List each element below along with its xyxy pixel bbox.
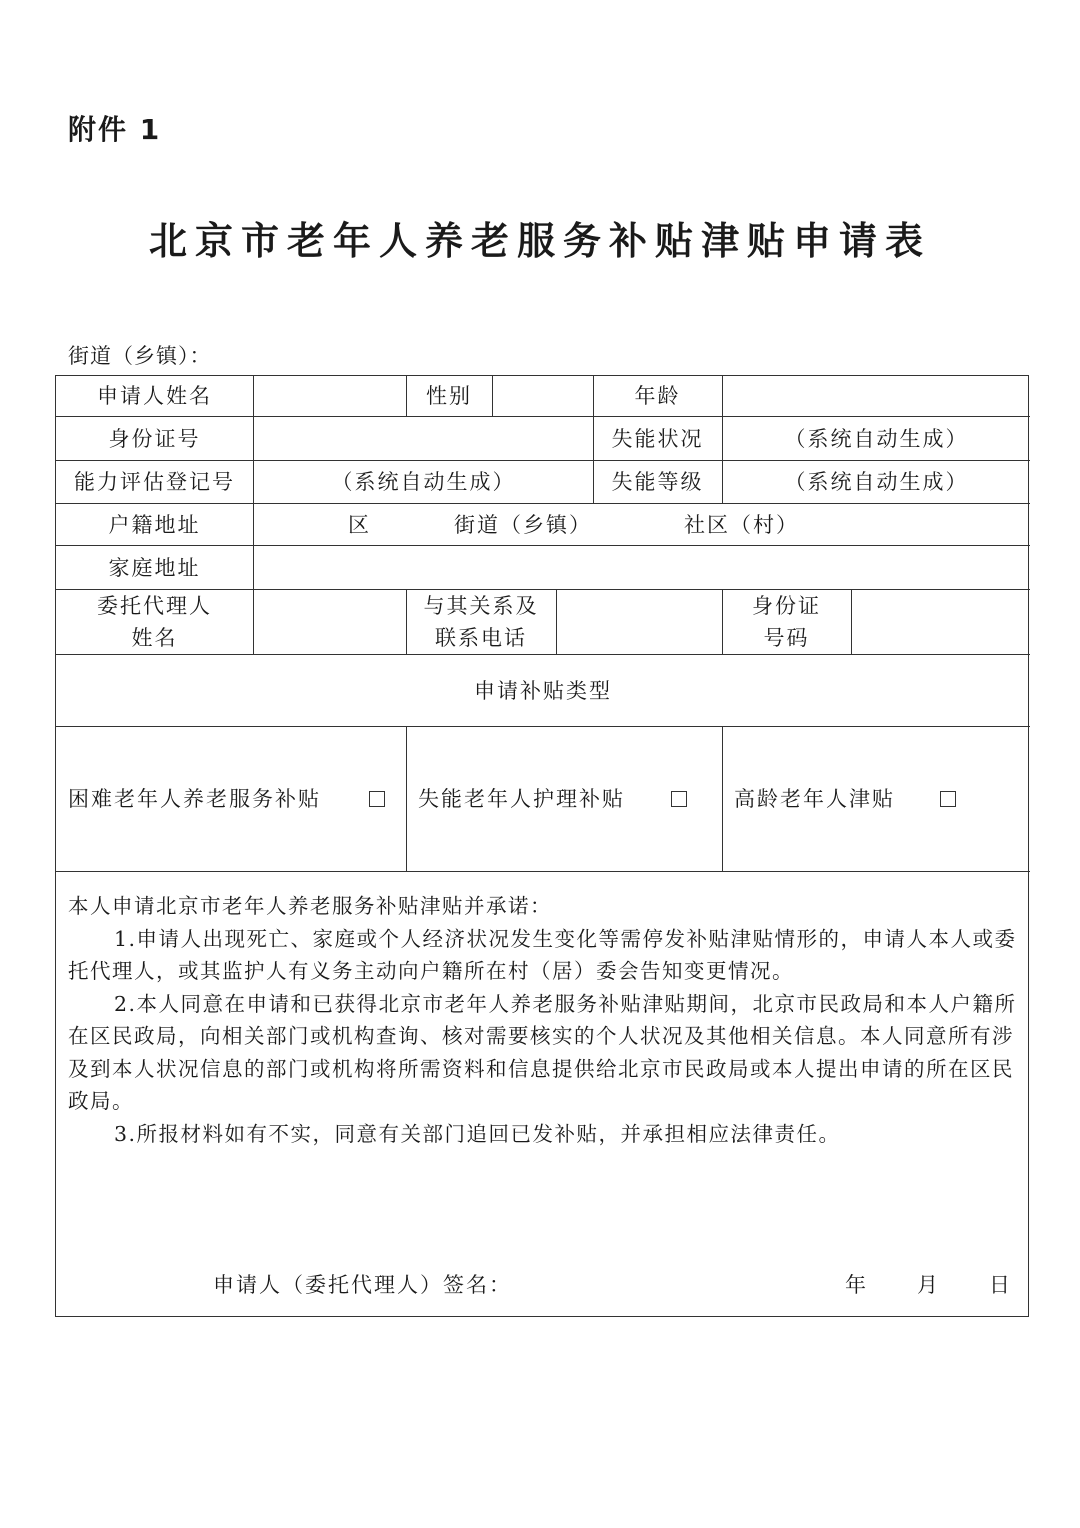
signature-day: 日 — [989, 1273, 1012, 1297]
signature-label: 申请人（委托代理人）签名： — [213, 1273, 512, 1297]
age-field[interactable] — [723, 376, 1028, 416]
subsidy-option-label: 失能老年人护理补贴 — [418, 787, 625, 811]
community-label: 社区（村） — [684, 512, 799, 537]
column-divider — [406, 726, 407, 871]
home-address-label: 家庭地址 — [108, 555, 201, 580]
subdistrict-label: 街道（乡镇） — [454, 512, 592, 537]
applicant-name-field[interactable] — [254, 376, 406, 416]
subsidy-type-header: 申请补贴类型 — [474, 678, 612, 703]
subsidy-option-label: 困难老年人养老服务补贴 — [68, 787, 321, 811]
pledge-text — [68, 890, 1020, 1150]
household-address-label: 户籍地址 — [108, 512, 201, 537]
agent-id-label-line1: 身份证 — [752, 594, 821, 618]
relation-contact-label-line1: 与其关系及 — [423, 594, 539, 618]
street-label: 街道（乡镇）： — [68, 344, 212, 368]
subsidy-option-checkbox[interactable] — [671, 791, 687, 807]
assessment-reg-no-label: 能力评估登记号 — [74, 470, 235, 494]
subsidy-option-checkbox[interactable] — [940, 791, 956, 807]
form-title: 北京市老年人养老服务补贴津贴申请表 — [148, 218, 931, 263]
agent-name-field[interactable] — [254, 590, 406, 654]
agent-name-label — [56, 590, 253, 654]
subsidy-option-label: 高龄老年人津贴 — [734, 787, 895, 811]
agent-name-label-line2: 姓名 — [131, 626, 178, 650]
disability-status-label: 失能状况 — [611, 426, 704, 451]
agent-id-label — [722, 590, 851, 654]
signature-year: 年 — [845, 1273, 868, 1297]
gender-field[interactable] — [493, 376, 593, 416]
relation-contact-label — [406, 590, 556, 654]
district-label: 区 — [348, 512, 371, 537]
applicant-name-label: 申请人姓名 — [97, 384, 212, 408]
relation-contact-label-line2: 联系电话 — [435, 626, 527, 650]
pledge-section — [56, 872, 1030, 1316]
home-address-field[interactable] — [254, 546, 1030, 589]
age-label: 年龄 — [634, 384, 681, 408]
signature-month: 月 — [917, 1273, 940, 1297]
relation-contact-field[interactable] — [557, 590, 722, 654]
attachment-label: 附件 1 — [68, 113, 162, 146]
disability-level-value: （系统自动生成） — [784, 470, 969, 494]
agent-name-label-line1: 委托代理人 — [97, 594, 212, 618]
subsidy-option-checkbox[interactable] — [369, 791, 385, 807]
id-number-field[interactable] — [254, 417, 593, 460]
column-divider — [722, 726, 723, 871]
gender-label: 性别 — [426, 384, 472, 408]
agent-id-field[interactable] — [852, 590, 1028, 654]
disability-status-value: （系统自动生成） — [784, 426, 969, 451]
assessment-reg-no-value: （系统自动生成） — [331, 470, 516, 494]
pledge-item: 1.申请人出现死亡、家庭或个人经济状况发生变化等需停发补贴津贴情形的，申请人本人或委托代理人，或其监护人有义务主动向户籍所在村（居）委会告知变更情况。 — [68, 926, 1017, 983]
disability-level-label: 失能等级 — [611, 470, 704, 494]
pledge-intro: 本人申请北京市老年人养老服务补贴津贴并承诺： — [68, 894, 552, 918]
pledge-item: 3.所报材料如有不实，同意有关部门追回已发补贴，并承担相应法律责任。 — [114, 1121, 841, 1146]
pledge-item: 2.本人同意在申请和已获得北京市老年人养老服务补贴津贴期间，北京市民政局和本人户籍所在区民政局，向相关部门或机构查询、核对需要核实的个人状况及其他相关信息。本人同意所有涉及到本人状况信息的部门或机构将所需资料和信息提供给北京市民政局或本人提出申请的所在区民政局。 — [68, 991, 1017, 1113]
id-number-label: 身份证号 — [108, 426, 201, 451]
application-form-table — [55, 375, 1029, 1317]
agent-id-label-line2: 号码 — [763, 626, 810, 650]
